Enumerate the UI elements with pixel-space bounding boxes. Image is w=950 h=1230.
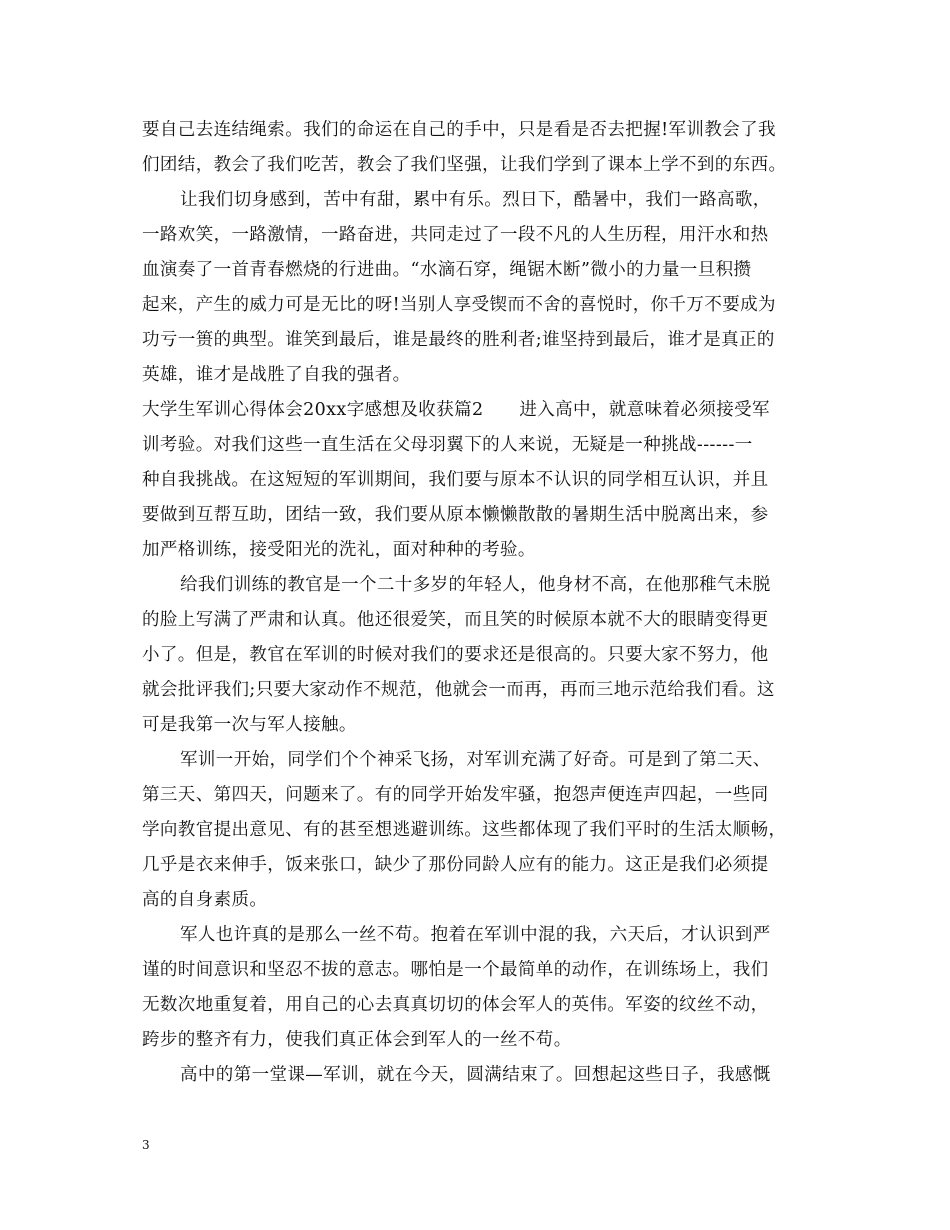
body-text-line: 军训一开始，同学们个个神采飞扬，对军训充满了好奇。可是到了第二天、 [180, 750, 771, 770]
body-text-line: 让我们切身感到，苦中有甜，累中有乐。烈日下，酷暑中，我们一路高歌， [180, 190, 771, 210]
body-text-line: 谨的时间意识和坚忍不拔的意志。哪怕是一个最简单的动作，在训练场上，我们 [142, 960, 769, 980]
body-text-line: 一路欢笑，一路激情，一路奋进，共同走过了一段不凡的人生历程，用汗水和热 [142, 225, 769, 245]
page-number: 3 [142, 1138, 150, 1152]
body-text-line: 高中的第一堂课—军训，就在今天，圆满结束了。回想起这些日子，我感慨 [180, 1065, 771, 1085]
body-text-line: 英雄，谁才是战胜了自我的强者。 [142, 365, 411, 385]
body-text-line: 小了。但是，教官在军训的时候对我们的要求还是很高的。只要大家不努力，他 [142, 645, 769, 665]
body-text-line: 加严格训练，接受阳光的洗礼，面对种种的考验。 [142, 540, 536, 560]
body-text-line: 种自我挑战。在这短短的军训期间，我们要与原本不认识的同学相互认识，并且 [142, 470, 769, 490]
body-text-line: 跨步的整齐有力，使我们真正体会到军人的一丝不苟。 [142, 1030, 572, 1050]
body-text-line: 军人也许真的是那么一丝不苟。抱着在军训中混的我，六天后，才认识到严 [180, 925, 771, 945]
body-text-line: 的脸上写满了严肃和认真。他还很爱笑，而且笑的时候原本就不大的眼睛变得更 [142, 610, 769, 630]
body-text-line: 起来，产生的威力可是无比的呀!当别人享受锲而不舍的喜悦时，你千万不要成为 [142, 295, 776, 315]
body-text-line: 要自己去连结绳索。我们的命运在自己的手中，只是看是否去把握!军训教会了我 [142, 120, 776, 140]
body-text-line: 要做到互帮互助，团结一致，我们要从原本懒懒散散的暑期生活中脱离出来，参 [142, 505, 769, 525]
body-text-line: 就会批评我们;只要大家动作不规范，他就会一而再，再而三地示范给我们看。这 [142, 680, 775, 700]
body-text-line: 无数次地重复着，用自己的心去真真切切的体会军人的英伟。军姿的纹丝不动， [142, 995, 769, 1015]
body-text-line: 几乎是衣来伸手，饭来张口，缺少了那份同龄人应有的能力。这正是我们必须提 [142, 855, 769, 875]
body-text-line: 训考验。对我们这些一直生活在父母羽翼下的人来说，无疑是一种挑战------一 [142, 435, 753, 455]
body-text-line: 可是我第一次与军人接触。 [142, 715, 357, 735]
body-text-line: 第三天、第四天，问题来了。有的同学开始发牢骚，抱怨声便连声四起，一些同 [142, 785, 769, 805]
body-text-line: 学向教官提出意见、有的甚至想逃避训练。这些都体现了我们平时的生活太顺畅， [142, 820, 787, 840]
section-heading-line: 大学生军训心得体会20xx字感想及收获篇2 进入高中，就意味着必须接受军 [142, 400, 770, 420]
body-text-line: 们团结，教会了我们吃苦，教会了我们坚强，让我们学到了课本上学不到的东西。 [142, 155, 787, 175]
body-text-line: 血演奏了一首青春燃烧的行进曲。“水滴石穿，绳锯木断”微小的力量一旦积攒 [142, 260, 752, 280]
body-text-line: 高的自身素质。 [142, 890, 268, 910]
body-text-line: 功亏一篑的典型。谁笑到最后，谁是最终的胜利者;谁坚持到最后，谁才是真正的 [142, 330, 775, 350]
body-text-line: 给我们训练的教官是一个二十多岁的年轻人，他身材不高，在他那稚气未脱 [180, 575, 771, 595]
